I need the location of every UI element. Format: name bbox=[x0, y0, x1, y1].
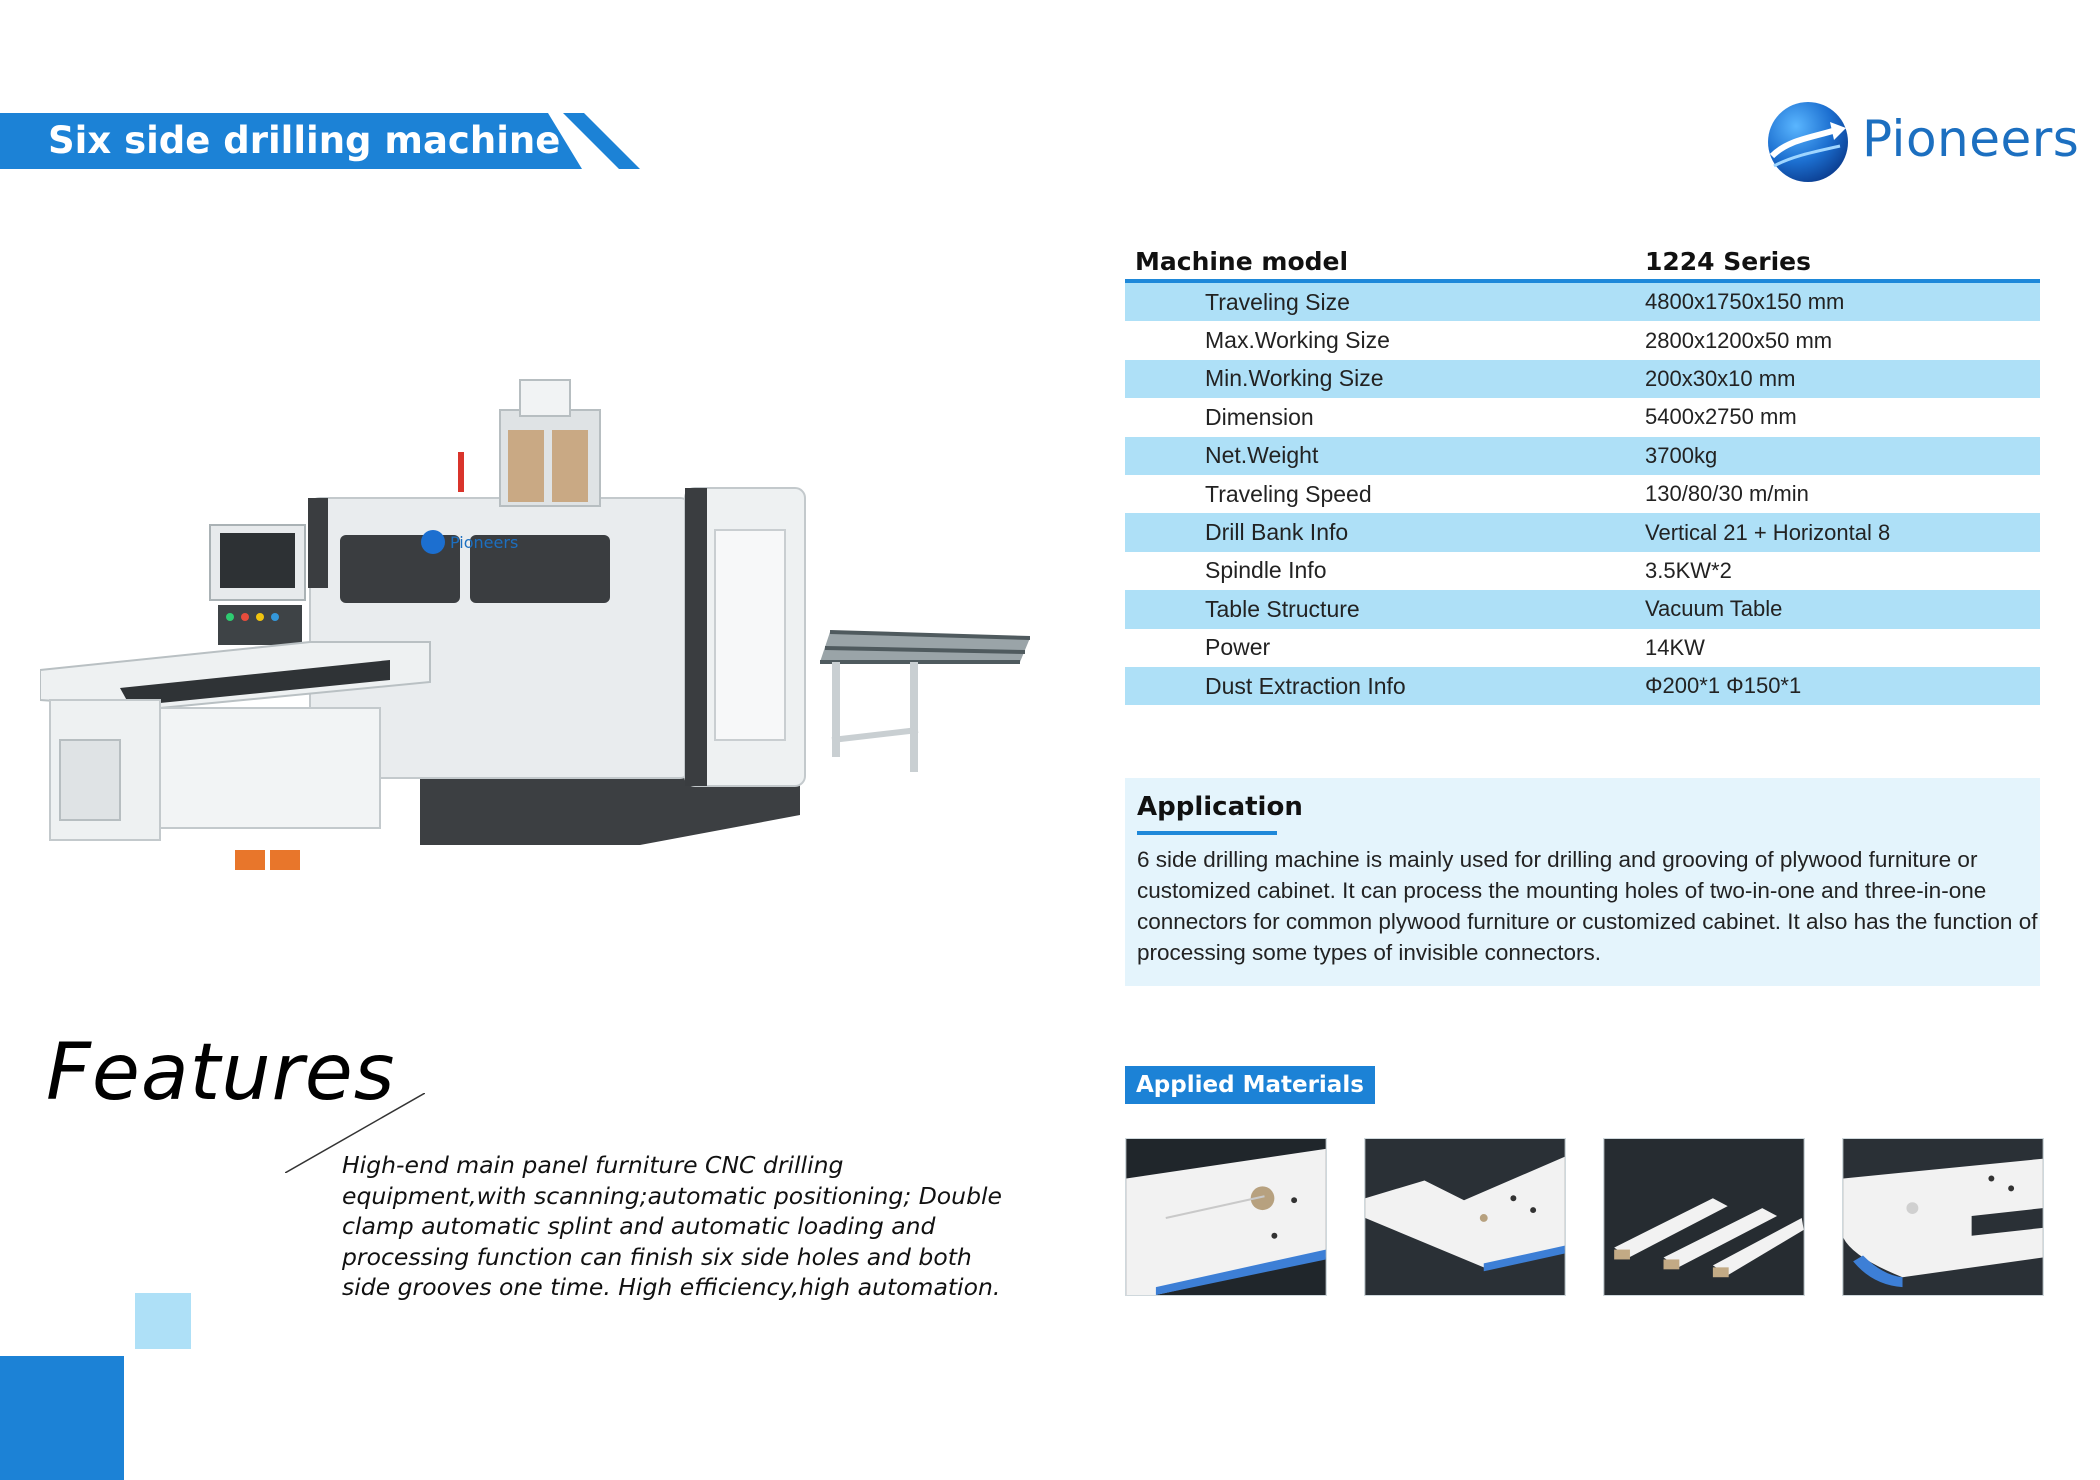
features-text: High-end main panel furniture CNC drilling equipment,with scanning;automatic positioning; Double clamp automatic splint and automatic loading and processing function can finish six side holes and both side grooves one time. High efficiency,high automation. bbox=[342, 1151, 1002, 1301]
brand-name: Pioneers bbox=[1862, 110, 2080, 168]
dust-extraction-column bbox=[458, 380, 600, 506]
features-title: Features bbox=[46, 1028, 396, 1118]
spec-value: 3.5KW*2 bbox=[1645, 557, 1732, 583]
spec-value: 4800x1750x150 mm bbox=[1645, 289, 1845, 315]
machine-body bbox=[308, 488, 805, 786]
globe-arrow-icon bbox=[1766, 100, 1850, 184]
spec-value: 130/80/30 m/min bbox=[1645, 481, 1809, 507]
spec-label: Max.Working Size bbox=[1205, 327, 1390, 354]
spec-label: Traveling Speed bbox=[1205, 480, 1372, 507]
application-title: Application bbox=[1137, 792, 1303, 822]
spec-label: Dust Extraction Info bbox=[1205, 672, 1406, 699]
panel-with-holes-photo bbox=[1125, 1138, 1327, 1296]
spec-label: Table Structure bbox=[1205, 595, 1360, 622]
notched-panel-photo bbox=[1364, 1138, 1566, 1296]
spec-label: Drill Bank Info bbox=[1205, 519, 1349, 546]
applied-materials-label: Applied Materials bbox=[1125, 1066, 1375, 1104]
spec-row bbox=[1125, 590, 2040, 628]
spec-value: Vertical 21 + Horizontal 8 bbox=[1645, 519, 1891, 545]
spec-label: Dimension bbox=[1205, 403, 1314, 430]
spec-label: Traveling Size bbox=[1205, 288, 1350, 315]
spec-value: 3700kg bbox=[1645, 442, 1718, 468]
spec-header-label: Machine model bbox=[1135, 246, 1349, 276]
spec-row bbox=[1125, 475, 2040, 513]
roller-conveyor bbox=[820, 632, 1030, 772]
spec-row bbox=[1125, 513, 2040, 551]
three-strips-photo bbox=[1603, 1138, 1805, 1296]
control-panel bbox=[210, 525, 305, 645]
machine-brand-text: Pioneers bbox=[450, 533, 519, 552]
decor-square-dark bbox=[0, 1356, 124, 1480]
spec-row bbox=[1125, 360, 2040, 398]
spec-label: Power bbox=[1205, 634, 1271, 661]
drilling-machine-illustration bbox=[40, 370, 1030, 900]
page-title: Six side drilling machine bbox=[48, 119, 561, 162]
curved-panel-photo bbox=[1842, 1138, 2044, 1296]
spec-label: Spindle Info bbox=[1205, 557, 1327, 584]
application-box bbox=[1125, 778, 2040, 986]
spec-row bbox=[1125, 629, 2040, 667]
spec-row bbox=[1125, 321, 2040, 359]
spec-row bbox=[1125, 398, 2040, 436]
infeed-table bbox=[40, 642, 430, 870]
spec-label: Min.Working Size bbox=[1205, 365, 1384, 392]
spec-label: Net.Weight bbox=[1205, 442, 1319, 469]
spec-row bbox=[1125, 283, 2040, 321]
spec-value: Φ200*1 Φ150*1 bbox=[1645, 673, 1802, 699]
spec-value: 2800x1200x50 mm bbox=[1645, 327, 1833, 353]
spec-row bbox=[1125, 667, 2040, 705]
spec-table-header bbox=[1125, 243, 2040, 283]
spec-value: 14KW bbox=[1645, 634, 1705, 660]
application-underline bbox=[1137, 831, 1277, 835]
application-text: 6 side drilling machine is mainly used for drilling and grooving of plywood furniture or customized cabinet. It can process the mounting holes of two-in-one and three-in-one connectors for common plywood furniture or customized cabinet. It also has the function of processing some types of invisible connectors. bbox=[1137, 847, 2038, 965]
spec-value: 5400x2750 mm bbox=[1645, 404, 1797, 430]
spec-value: Vacuum Table bbox=[1645, 596, 1783, 622]
spec-row bbox=[1125, 437, 2040, 475]
spec-header-value: 1224 Series bbox=[1645, 246, 1811, 276]
brand-logo bbox=[1766, 98, 2080, 184]
spec-row bbox=[1125, 552, 2040, 590]
spec-table bbox=[1125, 243, 2040, 705]
decor-square-light bbox=[135, 1293, 191, 1349]
spec-value: 200x30x10 mm bbox=[1645, 365, 1796, 391]
